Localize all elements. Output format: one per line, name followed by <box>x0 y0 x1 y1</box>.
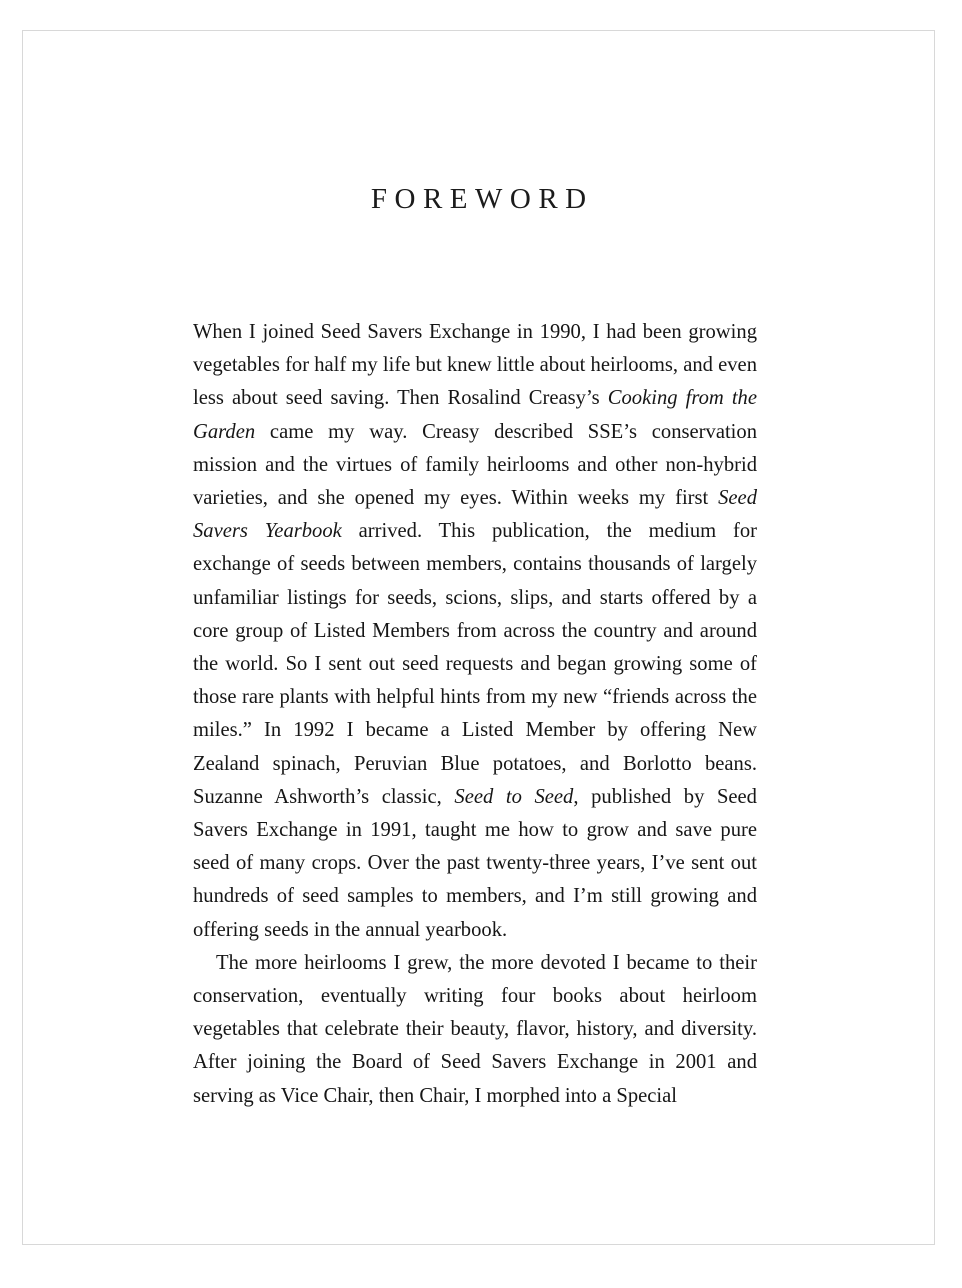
text-run: came my way. Creasy described SSE’s conservation mission and the virtues of family heirlooms and other non-hybrid varieties, and she opened my eyes. Within weeks my first <box>193 420 757 510</box>
italic-title-run: Seed Savers Yearbook <box>193 487 757 543</box>
paragraph <box>193 316 757 947</box>
page-title: FOREWORD <box>370 183 594 216</box>
italic-title-run: Seed to Seed <box>454 785 574 808</box>
italic-title-run: Cooking from the Garden <box>193 387 757 443</box>
book-page-sheet <box>22 30 935 1245</box>
body-text-block <box>193 316 757 1113</box>
text-run: When I joined Seed Savers Exchange in 1990, I had been growing vegetables for half my life but knew little about heirlooms, and even less about seed saving. Then Rosalind Creasy’s <box>193 321 757 410</box>
text-run: arrived. This publication, the medium for exchange of seeds between members, contains thousands of largely unfamiliar listings for seeds, scions, slips, and starts offered by a core group of Listed Members from across the country and around the world. So I sent out seed requests and began growing some of those rare plants with helpful hints from my new “friends across the miles.” In 1992 I became a Listed Member by offering New Zealand spinach, Peruvian Blue potatoes, and Borlotto beans. Suzanne Ashworth’s classic, <box>193 520 757 808</box>
page-content-area <box>23 31 934 1244</box>
paragraph <box>193 947 757 1113</box>
text-run: The more heirlooms I grew, the more devoted I became to their conservation, eventually writing four books about heirloom vegetables that celebrate their beauty, flavor, history, and diversity. After joining the Board of Seed Savers Exchange in 2001 and serving as Vice Chair, then Chair, I morphed into a Special <box>193 951 757 1107</box>
text-run: , published by Seed Savers Exchange in 1991, taught me how to grow and save pure seed of many crops. Over the past twenty-three years, I’ve sent out hundreds of seed samples to members, and I’m still growing and offering seeds in the annual yearbook. <box>193 785 757 941</box>
